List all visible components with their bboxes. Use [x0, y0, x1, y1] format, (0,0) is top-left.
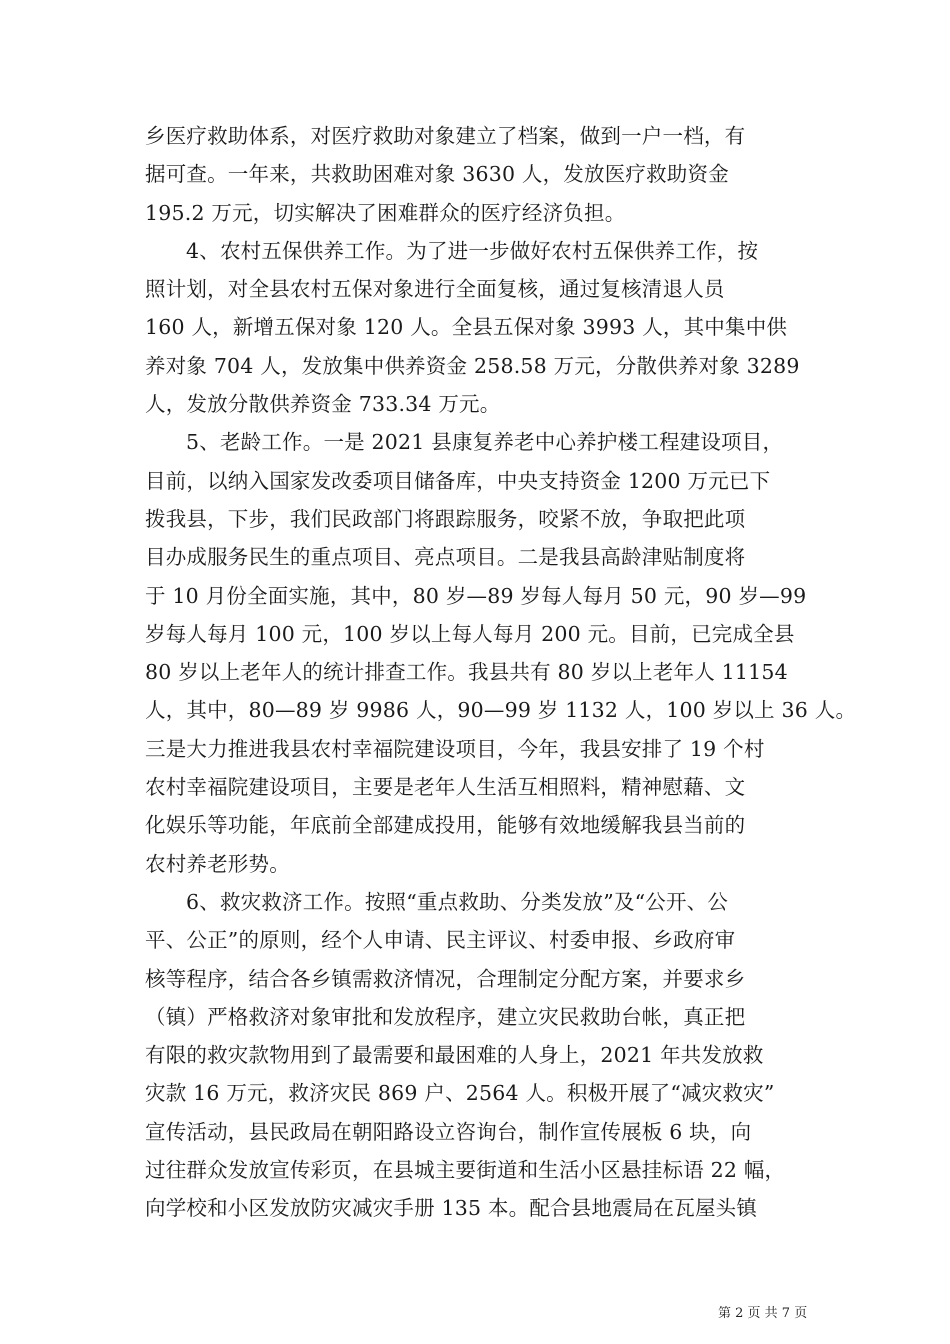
- paragraph-start-line: 6、救灾救济工作。按照“重点救助、分类发放”及“公开、公: [186, 889, 729, 914]
- text-line: 195.2 万元，切实解决了困难群众的医疗经济负担。: [145, 200, 626, 225]
- text-line: 人，其中，80—89 岁 9986 人，90—99 岁 1132 人，100 岁以上 36 人。: [145, 698, 857, 723]
- paragraph-start-line: 5、老龄工作。一是 2021 县康复养老中心养护楼工程建设项目，: [186, 430, 784, 455]
- text-line: 拨我县，下步，我们民政部门将跟踪服务，咬紧不放，争取把此项: [145, 506, 746, 531]
- paragraph-start-line: 4、农村五保供养工作。为了进一步做好农村五保供养工作，按: [186, 238, 759, 263]
- text-line: 目办成服务民生的重点项目、亮点项目。二是我县高龄津贴制度将: [145, 545, 746, 570]
- text-line: 80 岁以上老年人的统计排查工作。我县共有 80 岁以上老年人 11154: [145, 660, 788, 685]
- text-line: 三是大力推进我县农村幸福院建设项目，今年，我县安排了 19 个村: [145, 736, 765, 761]
- text-line: 宣传活动，县民政局在朝阳路设立咨询台，制作宣传展板 6 块，向: [145, 1119, 752, 1144]
- text-line: 160 人，新增五保对象 120 人。全县五保对象 3993 人，其中集中供: [145, 315, 788, 340]
- text-line: 于 10 月份全面实施，其中，80 岁—89 岁每人每月 50 元，90 岁—99: [145, 583, 807, 608]
- text-line: 乡医疗救助体系，对医疗救助对象建立了档案，做到一户一档，有: [145, 124, 746, 148]
- text-line: 化娱乐等功能，年底前全部建成投用，能够有效地缓解我县当前的: [145, 813, 746, 838]
- text-line: 过往群众发放宣传彩页，在县城主要街道和生活小区悬挂标语 22 幅，: [145, 1158, 786, 1183]
- text-line: 养对象 704 人，发放集中供养资金 258.58 万元，分散供养对象 3289: [145, 353, 800, 378]
- text-line: 人，发放分散供养资金 733.34 万元。: [145, 392, 501, 417]
- text-line: 岁每人每月 100 元，100 岁以上每人每月 200 元。目前，已完成全县: [145, 621, 795, 646]
- text-line: 有限的救灾款物用到了最需要和最困难的人身上，2021 年共发放救: [145, 1043, 764, 1068]
- text-line: （镇）严格救济对象审批和发放程序，建立灾民救助台帐，真正把: [145, 1004, 746, 1029]
- text-line: 据可查。一年来，共救助困难对象 3630 人，发放医疗救助资金: [145, 162, 729, 187]
- document-body: [145, 117, 857, 1228]
- text-line: 照计划，对全县农村五保对象进行全面复核，通过复核清退人员: [145, 277, 725, 302]
- text-line: 核等程序，结合各乡镇需救济情况，合理制定分配方案，并要求乡: [145, 966, 746, 991]
- text-line: 平、公正”的原则，经个人申请、民主评议、村委申报、乡政府审: [145, 928, 736, 953]
- text-line: 农村幸福院建设项目，主要是老年人生活互相照料，精神慰藉、文: [145, 775, 746, 800]
- text-line: 目前，以纳入国家发改委项目储备库，中央支持资金 1200 万元已下: [145, 468, 771, 493]
- text-line: 灾款 16 万元，救济灾民 869 户、2564 人。积极开展了“减灾救灾”: [145, 1081, 775, 1106]
- text-line: 向学校和小区发放防灾减灾手册 135 本。配合县地震局在瓦屋头镇: [145, 1196, 758, 1221]
- text-line: 农村养老形势。: [145, 851, 290, 876]
- page-number: 第 2 页 共 7 页: [718, 1306, 808, 1321]
